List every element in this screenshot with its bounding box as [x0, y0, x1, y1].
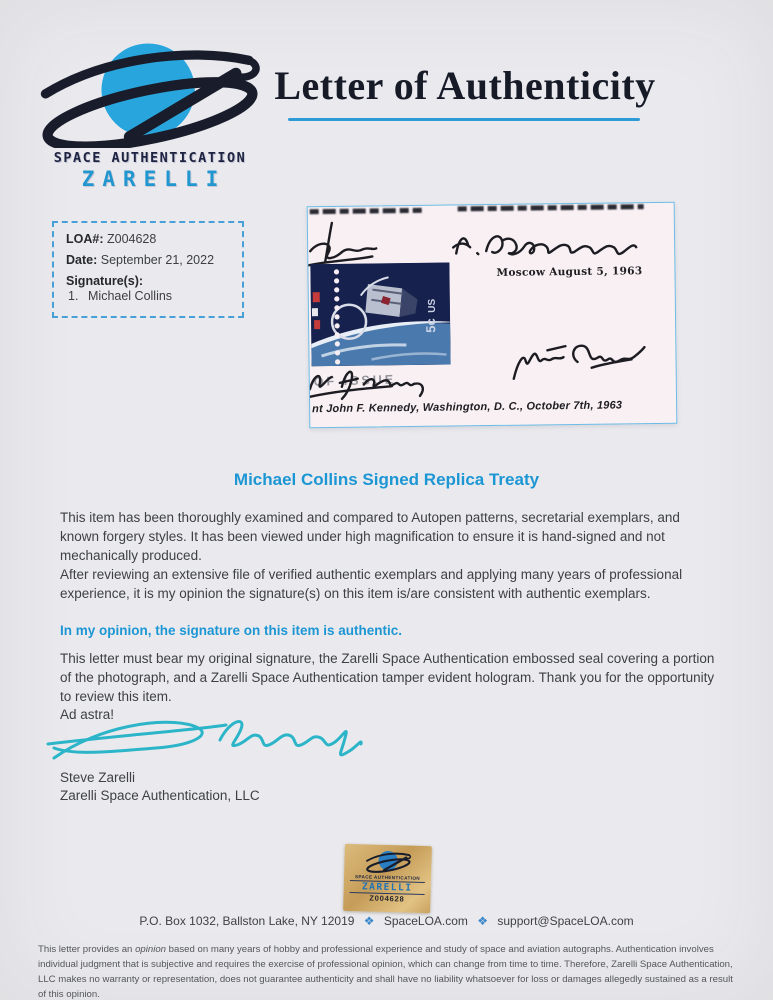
po-box-address: P.O. Box 1032, Ballston Lake, NY 12019 [139, 914, 355, 928]
website-text: SpaceLOA.com [383, 914, 468, 928]
loa-signatures-label: Signature(s): [66, 274, 144, 288]
closing-line: Ad astra! [60, 707, 115, 722]
title-underline [288, 118, 640, 121]
illegible-print-fragment [310, 208, 422, 214]
logo-brand-line2: ZARELLI [81, 167, 227, 191]
signature-gromyko [450, 225, 640, 263]
hologram-brand-line2: ZARELLI [350, 880, 425, 895]
zarelli-logo [38, 36, 262, 192]
contact-line [0, 914, 773, 928]
space-stamp [310, 263, 450, 367]
signature-steve-zarelli [44, 712, 366, 774]
body-paragraph-1: This item has been thoroughly examined and compared to Autopen patterns, secretarial exemplars, and known forgery styles. It has been viewed under high magnification to ensure it is hand-signed and not mechanically produced. [60, 510, 680, 564]
body-paragraph-2: After reviewing an extensive file of verified authentic exemplars and applying many years of professional experience, it is my opinion the signature(s) on this item is/are consistent with authentic exemplars. [60, 567, 683, 602]
stamp-denomination-text: 5c [423, 318, 439, 333]
diamond-separator-icon: ❖ [363, 914, 375, 928]
diamond-separator-icon: ❖ [477, 914, 489, 928]
signature-item-name: Michael Collins [88, 289, 173, 303]
stamp-country-text: US [426, 298, 438, 313]
body-paragraph-3: This letter must bear my original signature, the Zarelli Space Authentication embossed seal covering a portion of the photograph, and a Zarelli Space Authentication tamper evident hologram. Thank you for the opportunity to review this item. [60, 651, 715, 705]
disclaimer-text-italic: opinion [135, 944, 167, 955]
loa-date-label: Date: [66, 253, 98, 267]
stamp-art-capsule-earth-icon [310, 263, 450, 367]
signature-item-number: 1. [68, 289, 79, 303]
logo-brand-line1: SPACE AUTHENTICATION [53, 150, 247, 166]
hologram-serial: Z004628 [369, 893, 405, 904]
illegible-print-fragment [458, 204, 644, 211]
disclaimer-fine-print [38, 943, 738, 1000]
disclaimer-text-pre: This letter provides an [38, 944, 136, 955]
planet-z-orbit-icon [38, 36, 262, 148]
loa-info-box [52, 221, 244, 318]
loa-number-row [66, 232, 230, 246]
signer-company: Zarelli Space Authentication, LLC [60, 788, 260, 803]
loa-number-value: Z004628 [106, 232, 157, 246]
tamper-evident-hologram [343, 844, 432, 913]
signer-name: Steve Zarelli [60, 770, 136, 785]
loa-signature-item [66, 289, 230, 303]
page-title: Letter of Authenticity [274, 63, 656, 108]
loa-number-label: LOA#: [66, 232, 104, 246]
opinion-statement: In my opinion, the signature on this item is authentic. [60, 623, 403, 638]
partial-signature-home [307, 220, 395, 269]
support-email-text: support@SpaceLOA.com [497, 914, 634, 928]
item-photograph [307, 202, 678, 428]
loa-date-value: September 21, 2022 [100, 253, 215, 267]
loa-signatures-row [66, 274, 230, 303]
first-day-of-issue-postmark: OF ISSUE [313, 372, 397, 389]
kennedy-caption-line: nt John F. Kennedy, Washington, D. C., October 7th, 1963 [312, 399, 623, 416]
moscow-date-line: Moscow August 5, 1963 [496, 265, 643, 279]
subject-heading: Michael Collins Signed Replica Treaty [233, 470, 540, 489]
disclaimer-text-post: based on many years of hobby and professional experience and study of space and aviation autographs. Authentication involves individual judgment that is subjective and requires the exercise of professional opinion, which can change from time to time. Therefore, Zarelli Space Authentication, LLC makes no warranty or representation, does not guarantee authenticity and shall have no liability whatsoever for loss or damages allegedly sustained as a result of this opinion. [38, 944, 733, 1000]
hologram-brand-line1: SPACE AUTHENTICATION [354, 874, 421, 881]
signature-michael-collins [507, 337, 648, 391]
loa-date-row [66, 253, 230, 267]
hologram-planet-z-orbit-icon [365, 847, 412, 874]
